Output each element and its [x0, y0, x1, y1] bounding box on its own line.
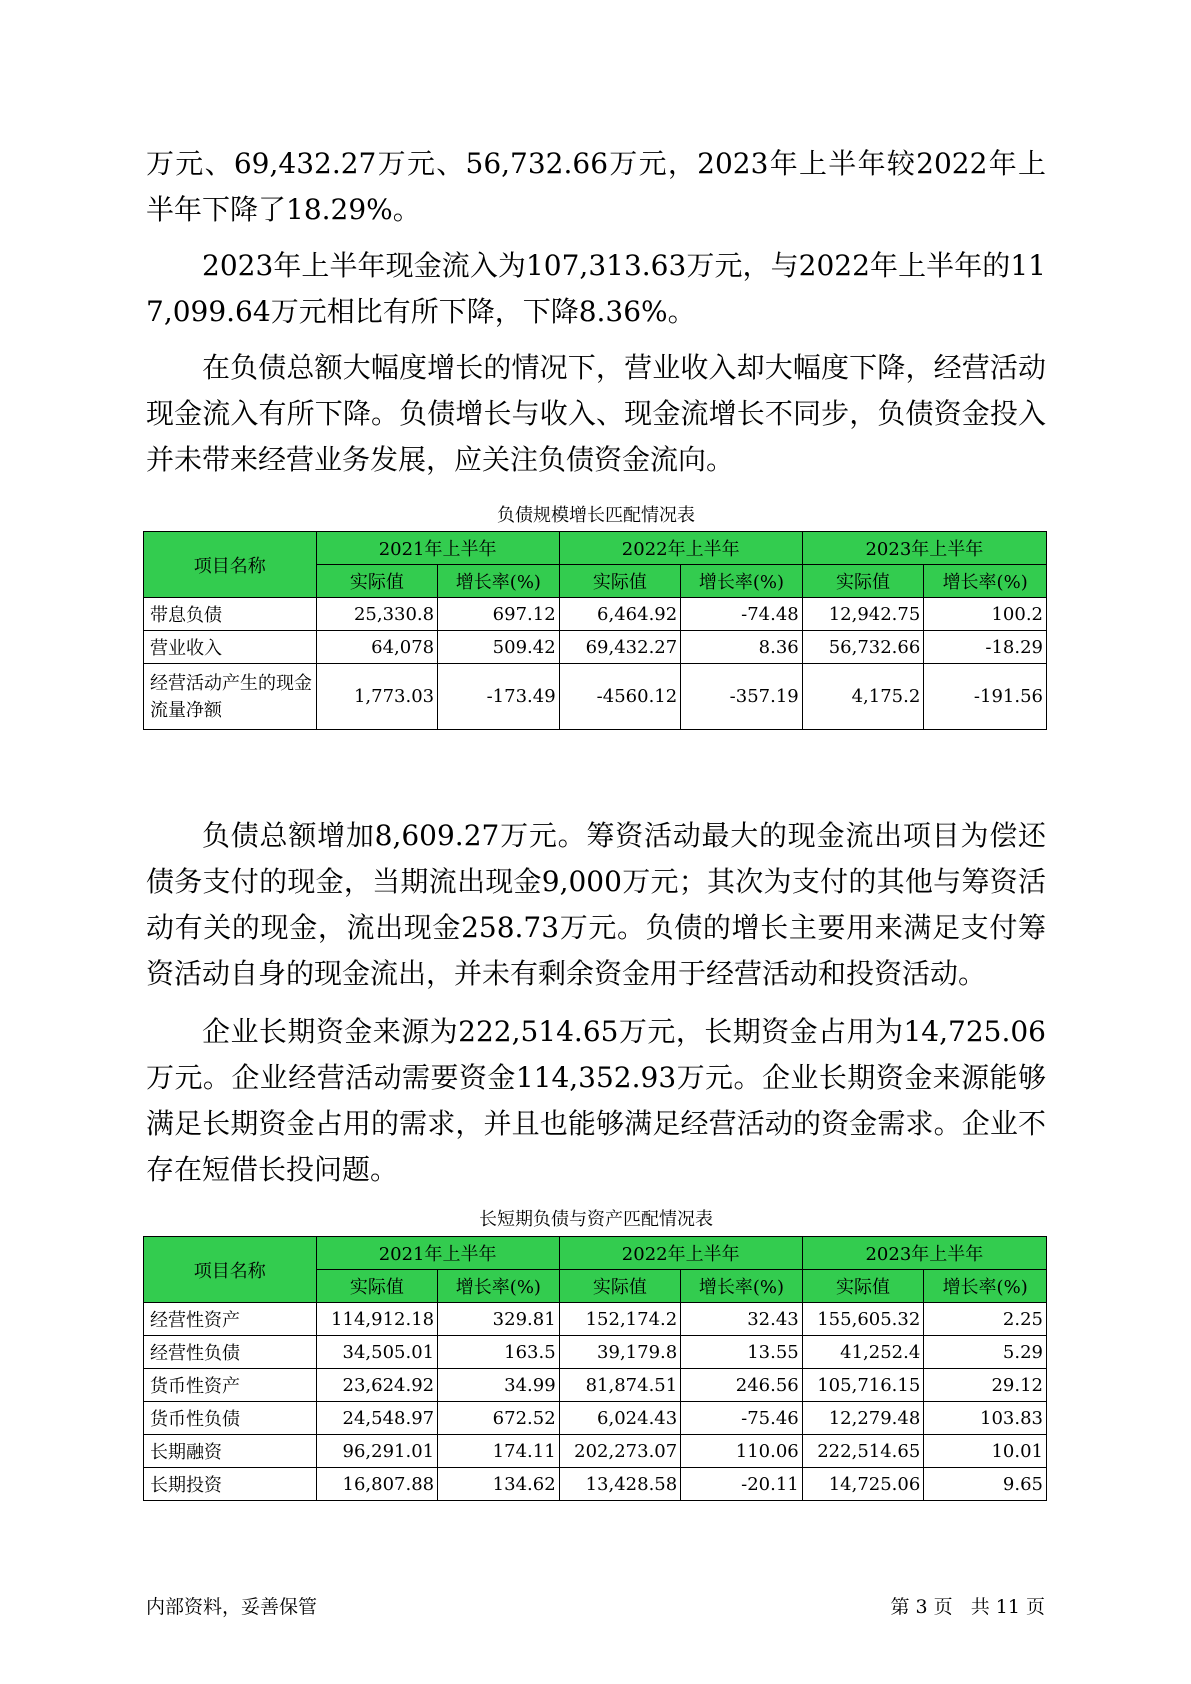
cell: 29.12 [924, 1369, 1047, 1402]
row-label: 货币性负债 [144, 1402, 317, 1435]
cell: 34.99 [438, 1369, 560, 1402]
table-row [144, 1435, 1047, 1468]
row-label: 营业收入 [144, 631, 317, 664]
cell: 64,078 [316, 631, 438, 664]
table-row [144, 1336, 1047, 1369]
cell: 222,514.65 [802, 1435, 924, 1468]
table-caption: 负债规模增长匹配情况表 [497, 505, 695, 526]
debt-scale-table [143, 531, 1047, 730]
cell: 174.11 [438, 1435, 560, 1468]
growth-rate-header: 增长率(%) [438, 1270, 560, 1303]
cell: 14,725.06 [802, 1468, 924, 1501]
actual-value-header: 实际值 [802, 1270, 924, 1303]
cell: 24,548.97 [316, 1402, 438, 1435]
cell: 23,624.92 [316, 1369, 438, 1402]
paragraph-financing: 负债总额增加8,609.27万元。筹资活动最大的现金流出项目为偿还债务支付的现金，当期流出现金9,000万元；其次为支付的其他与筹资活动有关的现金，流出现金258.73万元。负债的增长主要用来满足支付筹资活动自身的现金流出，并未有剩余资金用于经营活动和投资活动。 [146, 819, 1046, 990]
table-row [144, 1468, 1047, 1501]
paragraph-cash-inflow: 2023年上半年现金流入为107,313.63万元，与2022年上半年的117,099.64万元相比有所下降，下降8.36%。 [146, 249, 1046, 328]
actual-value-header: 实际值 [559, 1270, 681, 1303]
cell: 81,874.51 [559, 1369, 681, 1402]
actual-value-header: 实际值 [802, 565, 924, 598]
paragraph-long-term-funds: 企业长期资金来源为222,514.65万元，长期资金占用为14,725.06万元。企业经营活动需要资金114,352.93万元。企业长期资金来源能够满足长期资金占用的需求，并且也能够满足经营活动的资金需求。企业不存在短借长投问题。 [146, 1015, 1046, 1186]
cell: -74.48 [681, 598, 803, 631]
cell: 41,252.4 [802, 1336, 924, 1369]
cell: -20.11 [681, 1468, 803, 1501]
period-header: 2021年上半年 [316, 1237, 559, 1270]
cell: 69,432.27 [559, 631, 681, 664]
cell: 25,330.8 [316, 598, 438, 631]
cell: 6,464.92 [559, 598, 681, 631]
row-label: 长期投资 [144, 1468, 317, 1501]
cell: 9.65 [924, 1468, 1047, 1501]
cell: 39,179.8 [559, 1336, 681, 1369]
growth-rate-header: 增长率(%) [924, 565, 1047, 598]
row-label: 带息负债 [144, 598, 317, 631]
cell: 134.62 [438, 1468, 560, 1501]
cell: 10.01 [924, 1435, 1047, 1468]
cell: 6,024.43 [559, 1402, 681, 1435]
cell: 56,732.66 [802, 631, 924, 664]
cell: 509.42 [438, 631, 560, 664]
cell: 4,175.2 [802, 664, 924, 730]
actual-value-header: 实际值 [559, 565, 681, 598]
period-header: 2023年上半年 [802, 532, 1046, 565]
growth-rate-header: 增长率(%) [681, 565, 803, 598]
cell: 246.56 [681, 1369, 803, 1402]
period-header: 2021年上半年 [316, 532, 559, 565]
row-label: 经营活动产生的现金流量净额 [144, 664, 317, 730]
actual-value-header: 实际值 [316, 565, 438, 598]
cell: -357.19 [681, 664, 803, 730]
row-label: 长期融资 [144, 1435, 317, 1468]
cell: 155,605.32 [802, 1303, 924, 1336]
row-label: 货币性资产 [144, 1369, 317, 1402]
cell: -18.29 [924, 631, 1047, 664]
cell: -4560.12 [559, 664, 681, 730]
cell: 96,291.01 [316, 1435, 438, 1468]
paragraph-debt-growth: 在负债总额大幅度增长的情况下，营业收入却大幅度下降，经营活动现金流入有所下降。负债增长与收入、现金流增长不同步，负债资金投入并未带来经营业务发展，应关注负债资金流向。 [146, 351, 1046, 476]
cell: 5.29 [924, 1336, 1047, 1369]
period-header: 2022年上半年 [559, 532, 802, 565]
period-header: 2023年上半年 [802, 1237, 1046, 1270]
cell: 103.83 [924, 1402, 1047, 1435]
cell: 12,942.75 [802, 598, 924, 631]
cell: 13,428.58 [559, 1468, 681, 1501]
cell: 105,716.15 [802, 1369, 924, 1402]
cell: -173.49 [438, 664, 560, 730]
row-label: 经营性负债 [144, 1336, 317, 1369]
table-caption: 长短期负债与资产匹配情况表 [479, 1209, 713, 1230]
cell: 202,273.07 [559, 1435, 681, 1468]
growth-rate-header: 增长率(%) [924, 1270, 1047, 1303]
cell: 34,505.01 [316, 1336, 438, 1369]
actual-value-header: 实际值 [316, 1270, 438, 1303]
paragraph-revenue-tail: 万元、69,432.27万元、56,732.66万元，2023年上半年较2022年上半年下降了18.29%。 [146, 147, 1046, 226]
cell: 697.12 [438, 598, 560, 631]
cell: 114,912.18 [316, 1303, 438, 1336]
item-name-header: 项目名称 [144, 1237, 317, 1303]
cell: 329.81 [438, 1303, 560, 1336]
cell: 32.43 [681, 1303, 803, 1336]
period-header: 2022年上半年 [559, 1237, 802, 1270]
liability-asset-table [143, 1236, 1047, 1501]
cell: 12,279.48 [802, 1402, 924, 1435]
table-row [144, 1303, 1047, 1336]
growth-rate-header: 增长率(%) [681, 1270, 803, 1303]
item-name-header: 项目名称 [144, 532, 317, 598]
table-row [144, 631, 1047, 664]
cell: -191.56 [924, 664, 1047, 730]
table-row [144, 1369, 1047, 1402]
cell: 8.36 [681, 631, 803, 664]
cell: 672.52 [438, 1402, 560, 1435]
cell: 16,807.88 [316, 1468, 438, 1501]
cell: -75.46 [681, 1402, 803, 1435]
row-label: 经营性资产 [144, 1303, 317, 1336]
cell: 13.55 [681, 1336, 803, 1369]
table-row [144, 664, 1047, 730]
footer-confidential-note: 内部资料，妥善保管 [146, 1596, 318, 1618]
table-row [144, 598, 1047, 631]
cell: 1,773.03 [316, 664, 438, 730]
cell: 100.2 [924, 598, 1047, 631]
cell: 152,174.2 [559, 1303, 681, 1336]
cell: 163.5 [438, 1336, 560, 1369]
footer-page-number: 第 3 页 共 11 页 [890, 1596, 1045, 1618]
cell: 110.06 [681, 1435, 803, 1468]
cell: 2.25 [924, 1303, 1047, 1336]
table-row [144, 1402, 1047, 1435]
growth-rate-header: 增长率(%) [438, 565, 560, 598]
